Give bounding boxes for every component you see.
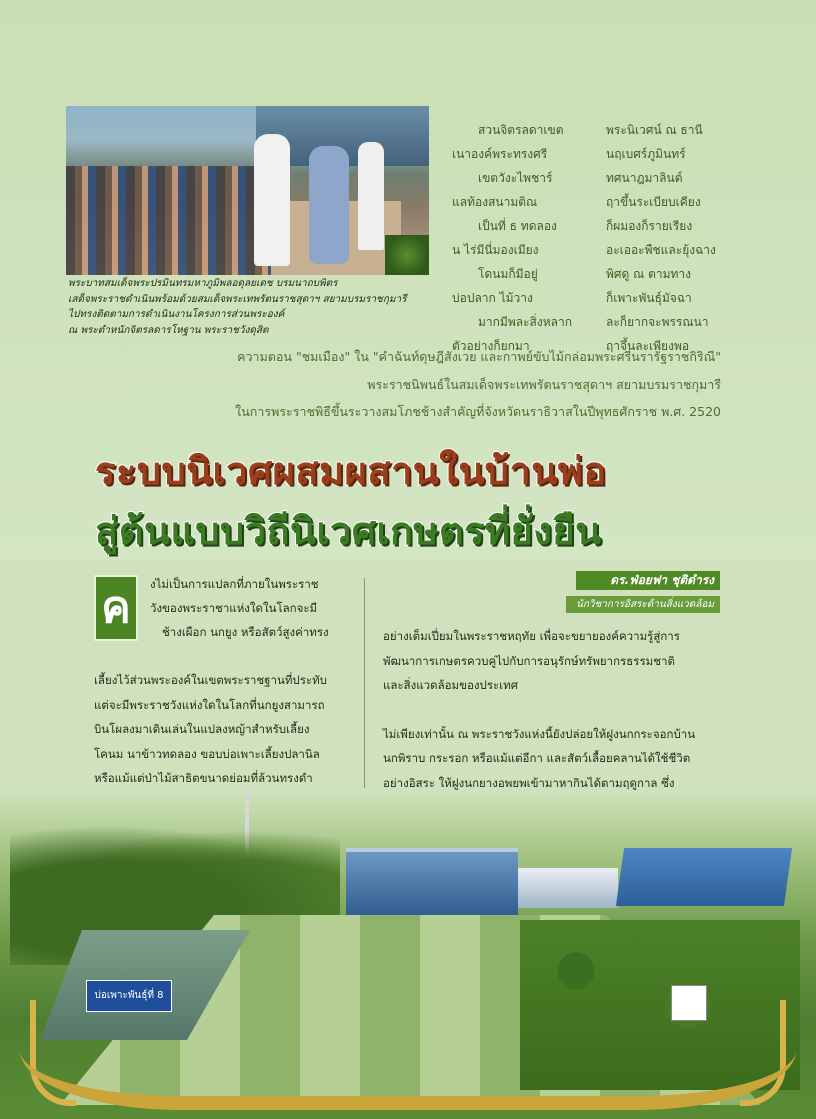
body-right-column bbox=[383, 624, 728, 795]
poem-line: ฤาขึ้นระเบียบเคียง bbox=[606, 195, 701, 209]
poem-line: อะเออะพืชและยุ้งฉาง bbox=[606, 243, 716, 257]
garden-scene-image bbox=[0, 790, 816, 1119]
poem-left-column bbox=[452, 118, 572, 358]
body-line: หรือแม้แต่ป่าไม้สาธิตขนาดย่อมที่ล้วนทรงดำ bbox=[94, 771, 313, 785]
body-line: พัฒนาการเกษตรควบคู่ไปกับการอนุรักษ์ทรัพยากรธรรมชาติ bbox=[383, 653, 675, 668]
caption-line: ณ พระตำหนักจิตรลดารโหฐาน พระราชวังดุสิต bbox=[68, 324, 269, 336]
poem-line: ตัวอย่างก็ยกมา bbox=[452, 339, 530, 353]
poem-line: แลท้องสนามติณ bbox=[452, 195, 538, 209]
blue-building bbox=[616, 848, 792, 906]
white-building bbox=[518, 868, 618, 908]
poem-line: ก็เพาะพันธุ์มัจฉา bbox=[606, 291, 692, 305]
poem-line: พระนิเวศน์ ณ ธานี bbox=[606, 123, 703, 137]
poem-right-column bbox=[606, 118, 716, 358]
article-title-line-2: สู่ต้นแบบวิถีนิเวศเกษตรที่ยั่งยืน bbox=[95, 509, 602, 553]
photo-princess-figure bbox=[309, 146, 349, 264]
body-line: ช้างเผือก นกยูง หรือสัตว์สูงค่าทรง bbox=[162, 625, 329, 639]
poem-line: พิศดู ณ ตามทาง bbox=[606, 267, 692, 281]
body-line: เลี้ยงไว้ส่วนพระองค์ในเขตพระราชฐานที่ประทับ bbox=[94, 673, 327, 687]
glass-building bbox=[346, 848, 518, 918]
plot-sign bbox=[671, 985, 707, 1021]
poem-line: โดนมก็มีอยู่ bbox=[478, 267, 538, 281]
royal-visit-photo bbox=[66, 106, 429, 275]
poem-credit-line: ในการพระราชพิธีขึ้นระวางสมโภชช้างสำคัญที่จังหวัดนราธิวาสในปีพุทธศักราช พ.ศ. 2520 bbox=[235, 404, 721, 419]
photo-king-figure bbox=[254, 134, 290, 266]
photo-crowd bbox=[66, 166, 276, 275]
photo-plant bbox=[385, 235, 429, 275]
poem-line: ละก็ยากจะพรรณนา bbox=[606, 315, 709, 329]
poem-line: ทศนาฎมาลินต์ bbox=[606, 171, 683, 185]
poem-line: มากมีพละสิ่งหลาก bbox=[478, 315, 572, 329]
poem-credit-line: พระราชนิพนธ์ในสมเด็จพระเทพรัตนราชสุดาฯ สยามบรมราชกุมารี bbox=[367, 377, 721, 392]
body-line: อย่างเต็มเปี่ยมในพระราชหฤทัย เพื่อจะขยายองค์ความรู้สู่การ bbox=[383, 629, 680, 643]
drop-cap: ค bbox=[94, 575, 138, 641]
gold-ornament-left bbox=[30, 1000, 76, 1106]
poem-line: เนาองค์พระทรงศรี bbox=[452, 147, 548, 161]
poem-line: บ่อปลาก ไม้วาง bbox=[452, 291, 533, 305]
author-name: ดร.ฟ่อยฟา ชุติดำรง bbox=[576, 571, 720, 590]
poem-line: เขตวังะไพชาร์ bbox=[478, 171, 553, 185]
body-line: บินโผลงมาเดินเล่นในแปลงหญ้าสำหรับเลี้ยง bbox=[94, 722, 310, 736]
body-line: ไม่เพียงเท่านั้น ณ พระราชวังแห่งนี้ยังปล่อยให้ฝูงนกกระจอกบ้าน bbox=[383, 726, 696, 741]
paragraph-gap bbox=[383, 698, 728, 722]
body-line: งไม่เป็นการแปลกที่ภายในพระราช bbox=[150, 577, 319, 591]
photo-caption bbox=[68, 276, 438, 338]
author-role: นักวิชาการอิสระด้านสิ่งแวดล้อม bbox=[566, 596, 720, 613]
body-line: อย่างอิสระ ให้ฝูงนกยางอพยพเข้ามาหากินได้ตามฤดูกาล ซึ่ง bbox=[383, 775, 675, 790]
body-left-top bbox=[150, 572, 360, 644]
body-line: นกพิราบ กระรอก หรือแม้แต่อีกา และสัตว์เลื้อยคลานได้ใช้ชีวิต bbox=[383, 751, 691, 765]
poem-line: ฤาจึ้นละเพียงพอ bbox=[606, 339, 690, 353]
poem-credit-line: ความตอน "ชมเมือง" ใน "คำฉันท์ดุษฎีสังเวย และกาพย์ขับไม้กล่อมพระศรีนรารัฐราชกิริณี" bbox=[237, 349, 721, 364]
body-line: แต่จะมีพระราชวังแห่งใดในโลกที่นกยูงสามารถ bbox=[94, 697, 325, 712]
body-line: วังของพระราชาแห่งใดในโลกจะมี bbox=[150, 601, 318, 615]
poem-line: น ไร่มีนี่มองเมียง bbox=[452, 243, 539, 257]
column-divider bbox=[364, 578, 365, 788]
poem-line: สวนจิตรลดาเขต bbox=[478, 123, 564, 137]
poem-line: ก็ผมองก็รายเรียง bbox=[606, 219, 693, 233]
poem-line: เป็นที่ ธ ทดลอง bbox=[478, 219, 557, 233]
body-line: โคนม นาข้าวทดลอง ขอบบ่อเพาะเลี้ยงปลานิล bbox=[94, 746, 320, 761]
caption-line: พระบาทสมเด็จพระปรมินทรมหาภูมิพลอดุลยเดช บรมนาถบพิตร bbox=[68, 278, 338, 289]
poem-line: นฤเบศร์ภูมินทร์ bbox=[606, 147, 686, 161]
pond-sign: บ่อเพาะพันธุ์ที่ 8 bbox=[86, 980, 172, 1012]
caption-line: เสด็จพระราชดำเนินพร้อมด้วยสมเด็จพระเทพรัตนราชสุดาฯ สยามบรมราชกุมารี bbox=[68, 293, 407, 305]
photo-attendant-figure bbox=[358, 142, 384, 250]
body-line: และสิ่งแวดล้อมของประเทศ bbox=[383, 678, 518, 692]
article-title-line-1: ระบบนิเวศผสมผสานในบ้านพ่อ bbox=[95, 449, 607, 493]
gold-ornament-right bbox=[740, 1000, 786, 1106]
caption-line: ไปทรงติดตามการดำเนินงานโครงการส่วนพระองค์ bbox=[68, 309, 285, 320]
